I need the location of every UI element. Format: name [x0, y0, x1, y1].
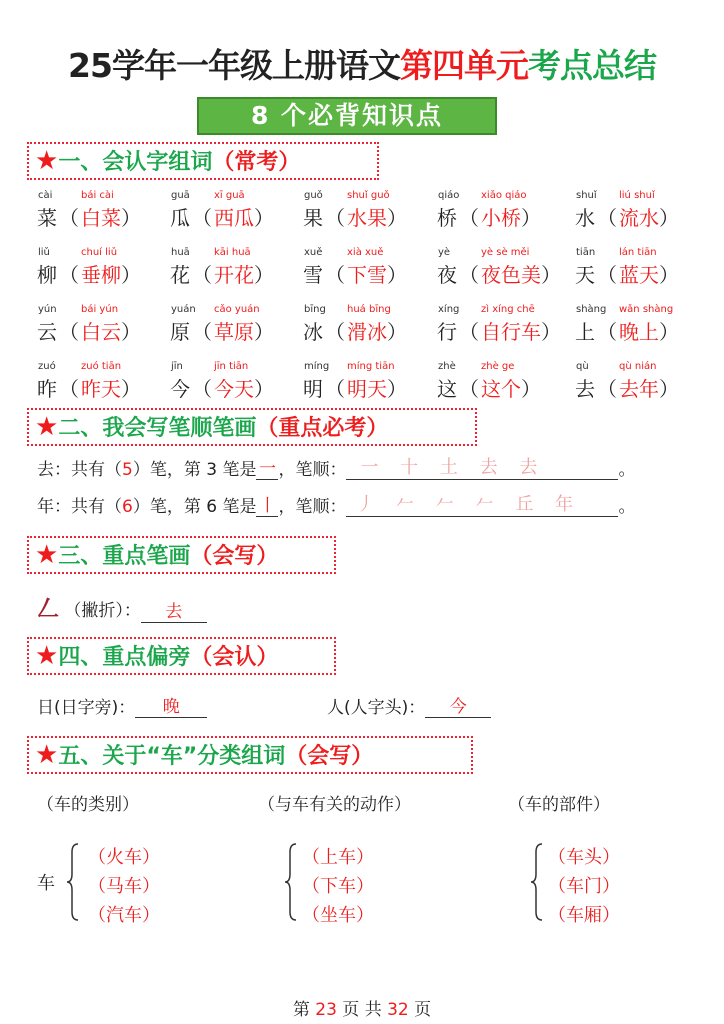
radical-label: 人(人字头)：	[327, 698, 426, 718]
character: 水	[575, 206, 595, 230]
brace-icon	[66, 842, 80, 922]
paren: ）	[659, 377, 679, 401]
list-item: （下车）	[302, 876, 374, 897]
word-item	[303, 361, 443, 401]
word-pinyin: chuí liǔ	[81, 247, 118, 258]
radical-row-1	[37, 692, 207, 718]
paren: ）	[541, 320, 561, 344]
title-part1: 25学年一年级上册语文	[68, 46, 400, 85]
paren: （	[597, 263, 617, 287]
char-pinyin: tiān	[576, 247, 596, 258]
brace-icon	[284, 842, 298, 922]
period: 。	[618, 497, 636, 517]
list-item: （马车）	[88, 876, 160, 897]
word-pinyin: bái cài	[81, 190, 114, 201]
char-pinyin: yè	[438, 247, 451, 258]
char-pinyin: liǔ	[38, 247, 50, 258]
word: 晚上	[619, 320, 659, 344]
char-pinyin: guā	[171, 190, 190, 201]
word: 垂柳	[81, 263, 121, 287]
section-tag: （常考）	[212, 150, 301, 175]
character: 雪	[303, 263, 323, 287]
word: 自行车	[481, 320, 541, 344]
word: 去年	[619, 377, 659, 401]
footer-text: 页	[414, 1000, 432, 1020]
word-pinyin: liú shuǐ	[619, 190, 655, 201]
key-stroke-label: （撇折）：	[64, 601, 141, 621]
paren: ）	[121, 206, 141, 230]
word: 西瓜	[214, 206, 254, 230]
word-pinyin: cǎo yuán	[214, 304, 260, 315]
stroke-count: 6	[122, 497, 133, 517]
word-item	[437, 247, 577, 287]
stroke-text: ）笔，第 3 笔是	[132, 460, 257, 480]
word-pinyin: bái yún	[81, 304, 119, 315]
word: 草原	[214, 320, 254, 344]
word-pinyin: xī guā	[214, 190, 245, 201]
char-pinyin: guǒ	[304, 190, 323, 201]
character: 云	[37, 320, 57, 344]
word: 夜色美	[481, 263, 541, 287]
paren: （	[59, 206, 79, 230]
section-4-header	[27, 637, 336, 675]
star-icon: ★	[35, 146, 59, 176]
char-pinyin: yuán	[171, 304, 196, 315]
paren: ）	[121, 320, 141, 344]
paren: （	[459, 206, 479, 230]
character: 柳	[37, 263, 57, 287]
word-pinyin: zhè ge	[481, 361, 515, 372]
char-pinyin: xuě	[304, 247, 323, 258]
section-title: 五、关于“车”分类组词	[58, 744, 286, 769]
character: 天	[575, 263, 595, 287]
stroke-text: ，笔顺：	[278, 497, 347, 517]
word: 这个	[481, 377, 521, 401]
stroke-text: 年：共有（	[37, 497, 122, 517]
word-pinyin: wǎn shàng	[619, 304, 674, 315]
word-pinyin: xiǎo qiáo	[481, 190, 527, 201]
word: 小桥	[481, 206, 521, 230]
char-pinyin: zhè	[438, 361, 456, 372]
word-item	[437, 190, 577, 230]
char-pinyin: míng	[304, 361, 330, 372]
word-pinyin: shuǐ guǒ	[347, 190, 390, 201]
word: 蓝天	[619, 263, 659, 287]
subtitle-banner: 8 个必背知识点	[197, 97, 497, 135]
char-pinyin: shàng	[576, 304, 607, 315]
word-item	[37, 247, 177, 287]
paren: ）	[121, 263, 141, 287]
char-pinyin: huā	[171, 247, 190, 258]
character: 桥	[437, 206, 457, 230]
pie-zhe-stroke-icon: 𠃋	[37, 597, 60, 622]
section-tag: （会写）	[190, 544, 279, 569]
word: 白菜	[81, 206, 121, 230]
character: 今	[170, 377, 190, 401]
word-item	[170, 361, 310, 401]
key-stroke-row	[37, 592, 207, 623]
paren: （	[325, 320, 345, 344]
word-pinyin: zuó tiān	[81, 361, 122, 372]
word: 开花	[214, 263, 254, 287]
character: 冰	[303, 320, 323, 344]
word-item	[437, 361, 577, 401]
word-item	[437, 304, 577, 344]
paren: （	[325, 377, 345, 401]
paren: ）	[387, 263, 407, 287]
paren: （	[325, 263, 345, 287]
word-item	[37, 304, 177, 344]
radical-answer: 晚	[135, 692, 207, 718]
paren: （	[325, 206, 345, 230]
radical-label: 日(日字旁)：	[37, 698, 136, 718]
character: 这	[437, 377, 457, 401]
paren: （	[192, 377, 212, 401]
section-title: 三、重点笔画	[58, 544, 191, 569]
star-icon: ★	[35, 641, 59, 671]
word-item	[170, 190, 310, 230]
list-item: （上车）	[302, 847, 374, 868]
section-tag: （重点必考）	[256, 416, 389, 441]
paren: ）	[254, 377, 274, 401]
character: 行	[437, 320, 457, 344]
paren: （	[59, 263, 79, 287]
char-pinyin: cài	[38, 190, 53, 201]
star-icon: ★	[35, 740, 59, 770]
stroke-order-answer: 丿 𠂉 𠂉 𠂉 丘 年	[346, 490, 618, 517]
group-list-3	[548, 843, 620, 930]
paren: （	[597, 206, 617, 230]
title-part2: 第四单元	[399, 46, 528, 85]
stroke-count: 5	[122, 460, 133, 480]
char-pinyin: shuǐ	[576, 190, 597, 201]
character: 明	[303, 377, 323, 401]
character: 花	[170, 263, 190, 287]
group-list-1	[88, 843, 160, 930]
character: 瓜	[170, 206, 190, 230]
paren: （	[459, 320, 479, 344]
char-pinyin: zuó	[38, 361, 56, 372]
page-footer	[0, 995, 724, 1020]
radical-row-2	[327, 692, 491, 718]
radical-answer: 今	[425, 692, 491, 718]
character: 上	[575, 320, 595, 344]
char-pinyin: yún	[38, 304, 57, 315]
stroke-order-answer: 一 十 土 去 去	[346, 453, 618, 480]
paren: ）	[659, 206, 679, 230]
period: 。	[618, 460, 636, 480]
word-pinyin: míng tiān	[347, 361, 395, 372]
word-item	[303, 247, 443, 287]
group-label: （车的类别）	[37, 795, 139, 815]
paren: （	[59, 377, 79, 401]
character: 果	[303, 206, 323, 230]
word: 明天	[347, 377, 387, 401]
word: 水果	[347, 206, 387, 230]
stroke-answer: 丨	[256, 491, 278, 517]
group-label: （与车有关的动作）	[258, 795, 411, 815]
paren: ）	[121, 377, 141, 401]
word: 白云	[81, 320, 121, 344]
paren: （	[459, 377, 479, 401]
word-pinyin: huá bīng	[347, 304, 391, 315]
list-item: （火车）	[88, 847, 160, 868]
word-pinyin: lán tiān	[619, 247, 657, 258]
paren: ）	[387, 320, 407, 344]
section-tag: （会认）	[190, 645, 279, 670]
paren: ）	[521, 206, 541, 230]
list-item: （车厢）	[548, 905, 620, 926]
section-title: 四、重点偏旁	[58, 645, 191, 670]
footer-text: 第	[292, 1000, 310, 1020]
section-5-header	[27, 736, 473, 774]
word-pinyin: qù nián	[619, 361, 657, 372]
word: 昨天	[81, 377, 121, 401]
word-item	[575, 190, 715, 230]
stroke-text: ，笔顺：	[278, 460, 347, 480]
paren: ）	[254, 320, 274, 344]
word-pinyin: yè sè měi	[481, 247, 530, 258]
word-item	[170, 304, 310, 344]
word-item	[170, 247, 310, 287]
key-stroke-answer: 去	[141, 597, 207, 623]
word-item	[37, 361, 177, 401]
char-pinyin: xíng	[438, 304, 460, 315]
page-number: 23	[315, 1000, 337, 1020]
word: 滑冰	[347, 320, 387, 344]
paren: （	[192, 206, 212, 230]
list-item: （车门）	[548, 876, 620, 897]
list-item: （车头）	[548, 847, 620, 868]
list-item: （汽车）	[88, 905, 160, 926]
paren: ）	[254, 263, 274, 287]
paren: （	[459, 263, 479, 287]
title-part3: 考点总结	[527, 46, 656, 85]
word-pinyin: kāi huā	[214, 247, 251, 258]
che-root: 车	[37, 873, 55, 894]
page-title	[0, 40, 724, 87]
footer-text: 页 共	[342, 1000, 382, 1020]
word-pinyin: xià xuě	[347, 247, 384, 258]
paren: （	[597, 320, 617, 344]
word-pinyin: zì xíng chē	[481, 304, 535, 315]
word-item	[37, 190, 177, 230]
paren: （	[192, 263, 212, 287]
paren: ）	[254, 206, 274, 230]
character: 原	[170, 320, 190, 344]
stroke-text: ）笔，第 6 笔是	[132, 497, 257, 517]
paren: ）	[659, 320, 679, 344]
paren: ）	[387, 377, 407, 401]
stroke-answer: 一	[256, 454, 278, 480]
paren: （	[192, 320, 212, 344]
word-item	[303, 304, 443, 344]
list-item: （坐车）	[302, 905, 374, 926]
char-pinyin: qiáo	[438, 190, 460, 201]
paren: ）	[521, 377, 541, 401]
char-pinyin: qù	[576, 361, 589, 372]
brace-icon	[530, 842, 544, 922]
section-title: 一、会认字组词	[58, 150, 213, 175]
section-2-header	[27, 408, 477, 446]
star-icon: ★	[35, 412, 59, 442]
character: 昨	[37, 377, 57, 401]
word-item	[575, 361, 715, 401]
paren: ）	[659, 263, 679, 287]
word: 今天	[214, 377, 254, 401]
paren: ）	[387, 206, 407, 230]
word: 流水	[619, 206, 659, 230]
char-pinyin: bīng	[304, 304, 326, 315]
stroke-text: 去：共有（	[37, 460, 122, 480]
word-item	[575, 247, 715, 287]
group-list-2	[302, 843, 374, 930]
char-pinyin: jīn	[171, 361, 183, 372]
section-title: 二、我会写笔顺笔画	[58, 416, 257, 441]
star-icon: ★	[35, 540, 59, 570]
word: 下雪	[347, 263, 387, 287]
stroke-row-1	[37, 453, 635, 480]
word-item	[303, 190, 443, 230]
character: 菜	[37, 206, 57, 230]
paren: （	[597, 377, 617, 401]
section-1-header	[27, 142, 379, 180]
stroke-row-2	[37, 490, 635, 517]
total-pages: 32	[387, 1000, 409, 1020]
section-tag: （会写）	[285, 744, 374, 769]
character: 夜	[437, 263, 457, 287]
paren: （	[59, 320, 79, 344]
word-pinyin: jīn tiān	[214, 361, 249, 372]
group-label: （车的部件）	[508, 795, 610, 815]
paren: ）	[541, 263, 561, 287]
section-3-header	[27, 536, 336, 574]
word-item	[575, 304, 715, 344]
character: 去	[575, 377, 595, 401]
